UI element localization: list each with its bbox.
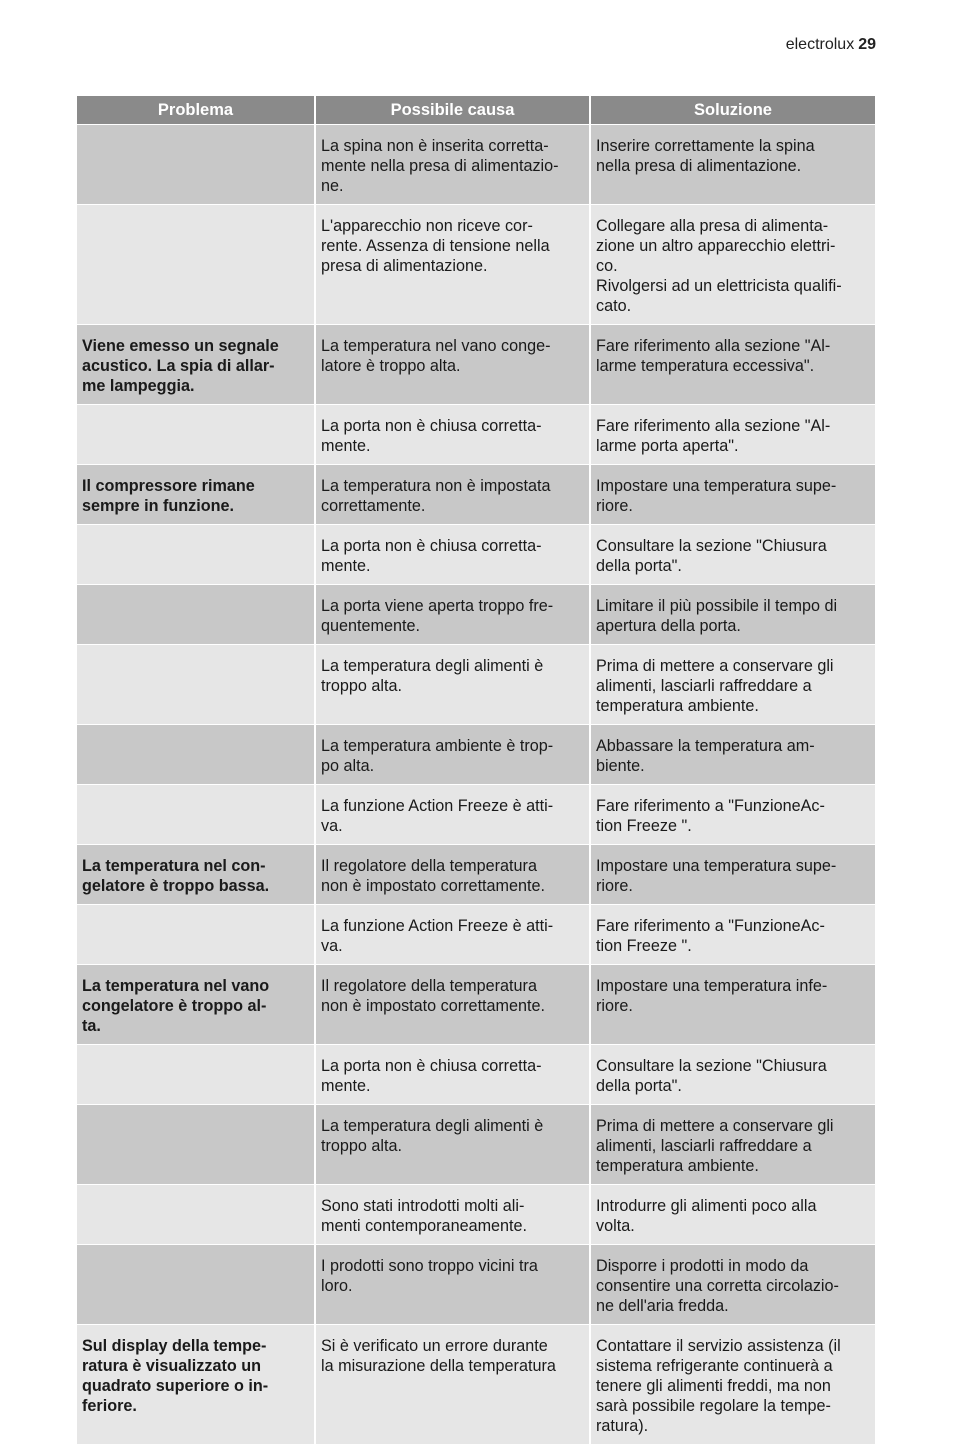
solution-cell: Disporre i prodotti in modo da consentire una corretta circolazio- ne dell'aria fredda.: [590, 1245, 875, 1325]
problem-cell: La temperatura nel con- gelatore è troppo bassa.: [77, 845, 315, 905]
solution-cell: Contattare il servizio assistenza (il sistema refrigerante continuerà a tenere gli alimenti freddi, ma non sarà possibile regolare la tempe- ratura).: [590, 1325, 875, 1444]
problem-cell: [77, 125, 315, 205]
problem-cell: [77, 645, 315, 725]
solution-cell: Impostare una temperatura supe- riore.: [590, 465, 875, 525]
column-header-problem: Problema: [77, 96, 315, 125]
table-row: [77, 405, 875, 465]
problem-cell: [77, 1245, 315, 1325]
table-row: [77, 1045, 875, 1105]
problem-cell: [77, 1045, 315, 1105]
table-row: [77, 645, 875, 725]
cause-cell: Si è verificato un errore durante la misurazione della temperatura: [315, 1325, 590, 1444]
cause-cell: L'apparecchio non riceve cor- rente. Assenza di tensione nella presa di alimentazione.: [315, 205, 590, 325]
problem-cell: Viene emesso un segnale acustico. La spia di allar- me lampeggia.: [77, 325, 315, 405]
problem-cell: [77, 1105, 315, 1185]
table-row: [77, 845, 875, 905]
cause-cell: I prodotti sono troppo vicini tra loro.: [315, 1245, 590, 1325]
table-header-row: [77, 96, 875, 125]
column-header-solution: Soluzione: [590, 96, 875, 125]
table-row: [77, 525, 875, 585]
problem-cell: [77, 405, 315, 465]
problem-cell: [77, 785, 315, 845]
solution-cell: Impostare una temperatura supe- riore.: [590, 845, 875, 905]
cause-cell: La spina non è inserita corretta- mente nella presa di alimentazio- ne.: [315, 125, 590, 205]
cause-cell: La porta viene aperta troppo fre- quentemente.: [315, 585, 590, 645]
problem-cell: [77, 725, 315, 785]
cause-cell: La funzione Action Freeze è atti- va.: [315, 905, 590, 965]
cause-cell: La temperatura degli alimenti è troppo alta.: [315, 1105, 590, 1185]
table-row: [77, 725, 875, 785]
column-header-cause: Possibile causa: [315, 96, 590, 125]
problem-cell: [77, 585, 315, 645]
cause-cell: La funzione Action Freeze è atti- va.: [315, 785, 590, 845]
cause-cell: Il regolatore della temperatura non è impostato correttamente.: [315, 965, 590, 1045]
cause-cell: La porta non è chiusa corretta- mente.: [315, 525, 590, 585]
problem-cell: [77, 905, 315, 965]
solution-cell: Prima di mettere a conservare gli alimenti, lasciarli raffreddare a temperatura ambiente.: [590, 645, 875, 725]
solution-cell: Abbassare la temperatura am- biente.: [590, 725, 875, 785]
cause-cell: La temperatura non è impostata correttamente.: [315, 465, 590, 525]
cause-cell: La porta non è chiusa corretta- mente.: [315, 1045, 590, 1105]
problem-cell: [77, 525, 315, 585]
table-row: [77, 965, 875, 1045]
problem-cell: [77, 205, 315, 325]
solution-cell: Fare riferimento a "FunzioneAc- tion Freeze ".: [590, 905, 875, 965]
cause-cell: La temperatura nel vano conge- latore è troppo alta.: [315, 325, 590, 405]
cause-cell: La temperatura ambiente è trop- po alta.: [315, 725, 590, 785]
table-row: [77, 325, 875, 405]
table-row: [77, 905, 875, 965]
solution-cell: Consultare la sezione "Chiusura della porta".: [590, 525, 875, 585]
problem-cell: La temperatura nel vano congelatore è troppo al- ta.: [77, 965, 315, 1045]
problem-cell: Il compressore rimane sempre in funzione.: [77, 465, 315, 525]
page-header: [786, 36, 876, 54]
solution-cell: Inserire correttamente la spina nella presa di alimentazione.: [590, 125, 875, 205]
table-row: [77, 465, 875, 525]
table-row: [77, 1245, 875, 1325]
problem-cell: [77, 1185, 315, 1245]
table-row: [77, 205, 875, 325]
table-row: [77, 1185, 875, 1245]
solution-cell: Impostare una temperatura infe- riore.: [590, 965, 875, 1045]
cause-cell: La porta non è chiusa corretta- mente.: [315, 405, 590, 465]
problem-cell: Sul display della tempe- ratura è visualizzato un quadrato superiore o in- feriore.: [77, 1325, 315, 1444]
solution-cell: Limitare il più possibile il tempo di apertura della porta.: [590, 585, 875, 645]
table-row: [77, 125, 875, 205]
cause-cell: Sono stati introdotti molti ali- menti contemporaneamente.: [315, 1185, 590, 1245]
page-number: 29: [858, 36, 876, 53]
solution-cell: Fare riferimento alla sezione "Al- larme porta aperta".: [590, 405, 875, 465]
solution-cell: Collegare alla presa di alimenta- zione un altro apparecchio elettri- co. Rivolgersi ad un elettricista qualifi- cato.: [590, 205, 875, 325]
solution-cell: Fare riferimento alla sezione "Al- larme temperatura eccessiva".: [590, 325, 875, 405]
table-row: [77, 1325, 875, 1444]
solution-cell: Introdurre gli alimenti poco alla volta.: [590, 1185, 875, 1245]
cause-cell: Il regolatore della temperatura non è impostato correttamente.: [315, 845, 590, 905]
table-row: [77, 785, 875, 845]
cause-cell: La temperatura degli alimenti è troppo alta.: [315, 645, 590, 725]
table-row: [77, 1105, 875, 1185]
table-row: [77, 585, 875, 645]
solution-cell: Consultare la sezione "Chiusura della porta".: [590, 1045, 875, 1105]
solution-cell: Fare riferimento a "FunzioneAc- tion Freeze ".: [590, 785, 875, 845]
solution-cell: Prima di mettere a conservare gli alimenti, lasciarli raffreddare a temperatura ambiente.: [590, 1105, 875, 1185]
troubleshooting-table: [77, 96, 875, 1444]
brand-name: electrolux: [786, 36, 854, 53]
